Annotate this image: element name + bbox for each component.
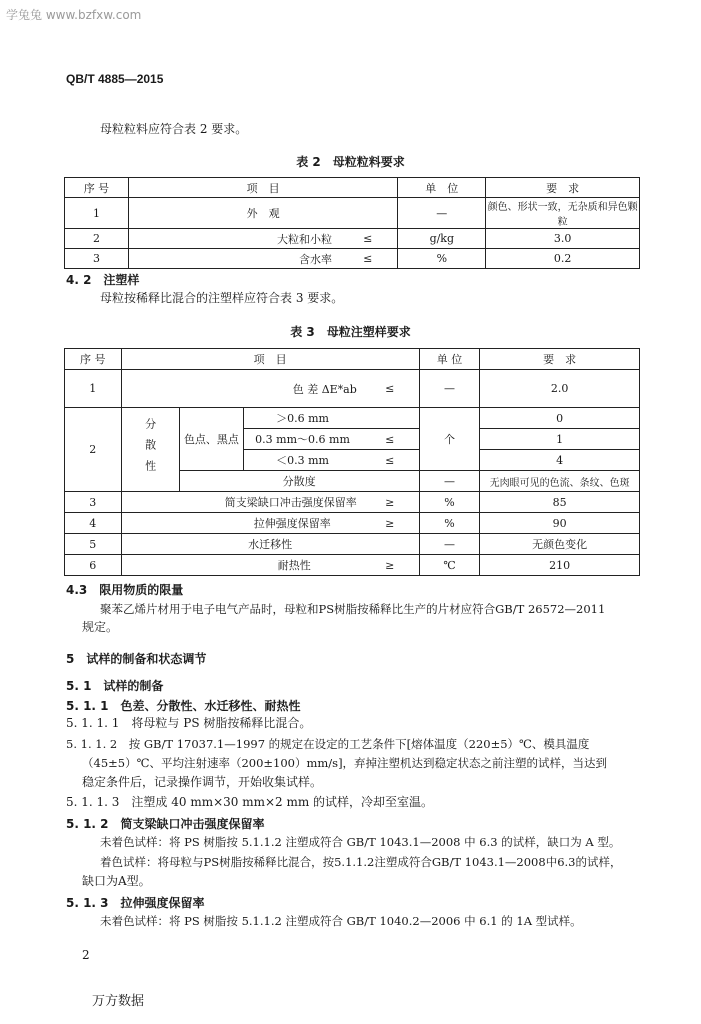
section-4-3-title: 4.3 限用物质的限量 — [66, 583, 184, 597]
cell-op: ≤ — [361, 429, 419, 450]
header-req: 要 求 — [486, 178, 640, 198]
table-row — [65, 534, 640, 555]
header-no: 序 号 — [65, 178, 129, 198]
para-5-1-1-3: 5. 1. 1. 3 注塑成 40 mm×30 mm×2 mm 的试样，冷却至室温。 — [66, 795, 434, 809]
section-5-title: 5 试样的制备和状态调节 — [66, 652, 207, 666]
cell-op: ≥ — [361, 555, 419, 576]
cell-req: 无颜色变化 — [480, 534, 640, 555]
cell-unit: % — [398, 249, 486, 269]
cell-req: 0 — [480, 408, 640, 429]
cell-item: 色 差 ΔE*ab — [121, 370, 361, 408]
cell-op: ≤ — [361, 450, 419, 471]
cell-op: ≤ — [361, 370, 419, 408]
cell-group: 分散性 — [121, 408, 179, 492]
table3-caption: 表 3 母粒注塑样要求 — [290, 325, 411, 339]
cell-unit: ℃ — [419, 555, 480, 576]
watermark: 学兔兔 www.bzfxw.com — [6, 8, 142, 22]
table-header-row — [65, 349, 640, 370]
para-5-1-2-p1: 未着色试样：将 PS 树脂按 5.1.1.2 注塑成符合 GB/T 1043.1—2008 中 6.3 的试样，缺口为 A 型。 — [100, 835, 621, 849]
para-5-1-1-2-line2: （45±5）℃、平均注射速率（200±100）mm/s]，弃掉注塑机达到稳定状态之前注塑的试样，当达到 — [82, 756, 608, 770]
cell-unit: — — [419, 471, 480, 492]
cell-req: 210 — [480, 555, 640, 576]
page-number: 2 — [82, 948, 90, 962]
cell-op: ≥ — [361, 513, 419, 534]
cell-unit: — — [398, 198, 486, 229]
cell-req: 0.2 — [486, 249, 640, 269]
header-item: 项 目 — [121, 349, 419, 370]
cell-unit: 个 — [419, 408, 480, 471]
section-4-3-line1: 聚苯乙烯片材用于电子电气产品时，母粒和PS树脂按稀释比生产的片材应符合GB/T 26572—2011 — [100, 602, 606, 616]
table-row — [65, 249, 640, 269]
table-row — [65, 370, 640, 408]
cell-no: 6 — [65, 555, 122, 576]
cell-unit: — — [419, 534, 480, 555]
cell-item: 拉伸强度保留率 — [121, 513, 361, 534]
cell-no: 4 — [65, 513, 122, 534]
section-5-1-1-title: 5. 1. 1 色差、分散性、水迁移性、耐热性 — [66, 699, 301, 713]
cell-unit: % — [419, 492, 480, 513]
cell-no: 3 — [65, 249, 129, 269]
section-4-3-line2: 规定。 — [82, 620, 119, 634]
intro-paragraph: 母粒粒料应符合表 2 要求。 — [100, 122, 248, 136]
cell-item: 含水率 — [128, 249, 338, 269]
section-4-2-title: 4. 2 注塑样 — [66, 273, 140, 287]
para-5-1-1-2-line3: 稳定条件后，记录操作调节，开始收集试样。 — [82, 775, 323, 789]
para-5-1-3-p1: 未着色试样：将 PS 树脂按 5.1.1.2 注塑成符合 GB/T 1040.2—2006 中 6.1 的 1A 型试样。 — [100, 914, 582, 928]
cell-item: 外 观 — [128, 198, 397, 229]
footer-label: 万方数据 — [92, 994, 145, 1009]
section-4-2-text: 母粒按稀释比混合的注塑样应符合表 3 要求。 — [100, 291, 344, 305]
cell-req: 4 — [480, 450, 640, 471]
standard-code: QB/T 4885—2015 — [66, 72, 164, 86]
cell-unit: — — [419, 370, 480, 408]
table-row — [65, 229, 640, 249]
cell-req: 2.0 — [480, 370, 640, 408]
section-5-1-3-title: 5. 1. 3 拉伸强度保留率 — [66, 896, 205, 910]
cell-req: 85 — [480, 492, 640, 513]
cell-item: 水迁移性 — [121, 534, 419, 555]
cell-op: ≤ — [338, 249, 398, 269]
cell-no: 1 — [65, 198, 129, 229]
table-row — [65, 513, 640, 534]
para-5-1-1-2-line1: 5. 1. 1. 2 按 GB/T 17037.1—1997 的规定在设定的工艺条件下[熔体温度（220±5）℃、模具温度 — [66, 737, 590, 751]
section-5-1-title: 5. 1 试样的制备 — [66, 679, 164, 693]
table-row — [65, 408, 640, 429]
cell-no: 2 — [65, 408, 122, 492]
table2-caption: 表 2 母粒粒料要求 — [296, 155, 405, 169]
para-5-1-1-1: 5. 1. 1. 1 将母粒与 PS 树脂按稀释比混合。 — [66, 716, 312, 730]
cell-req: 1 — [480, 429, 640, 450]
cell-item: 耐热性 — [121, 555, 361, 576]
para-5-1-2-p2a: 着色试样：将母粒与PS树脂按稀释比混合，按5.1.1.2注塑成符合GB/T 1043.1—2008中6.3的试样， — [100, 855, 622, 869]
cell-req: 颜色、形状一致，无杂质和异色颗粒 — [486, 198, 640, 229]
cell-item: 分散度 — [179, 471, 419, 492]
cell-op: ≤ — [338, 229, 398, 249]
cell-size: ＜0.3 mm — [244, 450, 361, 471]
cell-op — [361, 408, 419, 429]
cell-unit: g/kg — [398, 229, 486, 249]
header-unit: 单 位 — [419, 349, 480, 370]
cell-size: ＞0.6 mm — [244, 408, 361, 429]
cell-size: 0.3 mm～0.6 mm — [244, 429, 361, 450]
cell-item: 大粒和小粒 — [128, 229, 338, 249]
table3 — [64, 348, 640, 576]
header-req: 要 求 — [480, 349, 640, 370]
cell-item: 简支梁缺口冲击强度保留率 — [121, 492, 361, 513]
cell-req: 90 — [480, 513, 640, 534]
cell-no: 1 — [65, 370, 122, 408]
cell-no: 2 — [65, 229, 129, 249]
header-unit: 单 位 — [398, 178, 486, 198]
table-row — [65, 198, 640, 229]
para-5-1-2-p2b: 缺口为A型。 — [82, 874, 151, 888]
cell-req: 3.0 — [486, 229, 640, 249]
header-no: 序 号 — [65, 349, 122, 370]
cell-req: 无肉眼可见的色流、条纹、色斑 — [480, 471, 640, 492]
table2 — [64, 177, 640, 269]
header-item: 项 目 — [128, 178, 397, 198]
table-header-row — [65, 178, 640, 198]
cell-op: ≥ — [361, 492, 419, 513]
cell-sub: 色点、黑点 — [179, 408, 244, 471]
cell-unit: % — [419, 513, 480, 534]
table-row — [65, 555, 640, 576]
cell-no: 5 — [65, 534, 122, 555]
table-row — [65, 492, 640, 513]
section-5-1-2-title: 5. 1. 2 简支梁缺口冲击强度保留率 — [66, 817, 265, 831]
cell-no: 3 — [65, 492, 122, 513]
